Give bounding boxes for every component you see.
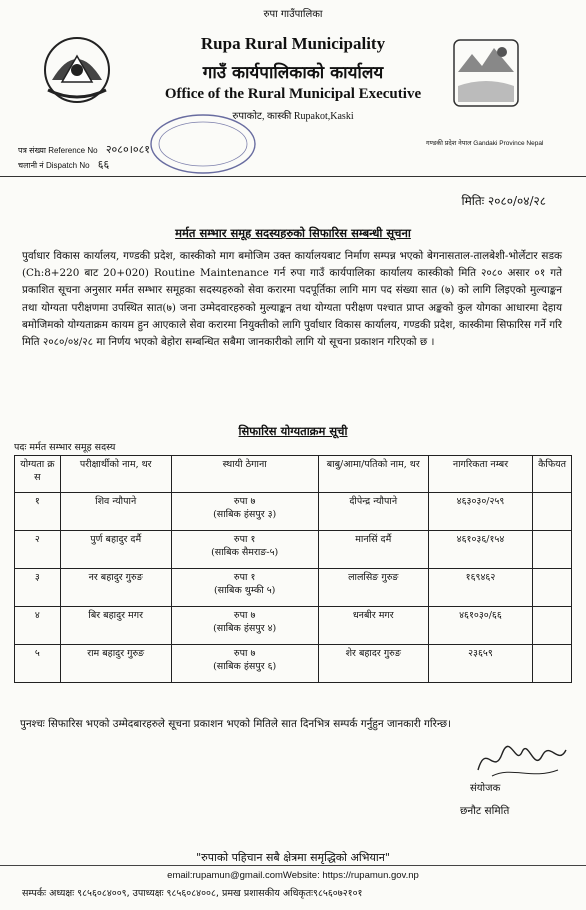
cell-remarks xyxy=(533,607,572,645)
province-label: गण्डकी प्रदेश नेपाल Gandaki Province Nepal xyxy=(426,140,544,147)
cell-citizenship: १६९४६२ xyxy=(428,569,532,607)
signatory-title: संयोजक xyxy=(470,783,501,794)
cell-rank: २ xyxy=(15,531,61,569)
cell-address xyxy=(171,645,318,683)
dispatch-label: चलानी नं Dispatch No xyxy=(18,161,90,170)
address-former: (साबिक हंसपुर ३) xyxy=(213,509,277,520)
cell-address xyxy=(171,531,318,569)
header-divider xyxy=(0,176,586,177)
office-stamp xyxy=(148,112,258,176)
table-row xyxy=(15,569,572,607)
table-row xyxy=(15,531,572,569)
cell-citizenship: ४६३०३०/२५९ xyxy=(428,493,532,531)
address-line: रुपा १ xyxy=(233,572,256,583)
office-name-np: गाउँ कार्यपालिकाको कार्यालय xyxy=(202,63,384,83)
cell-address xyxy=(171,493,318,531)
address-former: (साबिक हंसपुर ६) xyxy=(213,661,277,672)
cell-rank: ३ xyxy=(15,569,61,607)
committee-name: छनौट समिति xyxy=(460,805,510,817)
notice-body: पुर्वाधार विकास कार्यालय, गण्डकी प्रदेश, कास्कीको माग बमोजिम उक्त कार्यालयबाट निर्माण सम्पन्न भएको बेगनासताल-तालबेशी-भोर्लेटार सडक (Ch:8+220 बाट 20+020) Routine Maintenance गर्न रुपा गाउँ कार्यपालिका कार्यालय कास्कीको मिति २०८० असार ०१ गते प्रकाशित सूचना अनुसार मर्मत सम्भार समूहका सदस्यहरुको सेवा करारमा पदपूर्तिका लागि माग पद संख्या सात (७) को लागि लिइएको मुल्याङ्कन तथा योग्यता परीक्षणमा उपस्थित सात(७) जना उम्मेदवारहरुको मुल्याङ्कन तथा योग्यता परीक्षण पश्चात प्राप्त अङ्कको कुल योगका आधारमा देहाय बमोजिमको योग्यताक्रम कायम हुन आएकाले सेवा करारमा नियुक्तीको लागि पुर्वाधार विकास कार्यालय, गण्डकी प्रदेश, कास्कीमा सिफारिस गर्ने गरि मिति २०८०/०४/२८ मा निर्णय भएको बेहोरा सम्बन्धित सबैमा जानकारीको लागि यो सूचना प्रकाशन गरिएको छ । xyxy=(22,250,562,349)
header-top-line: रुपा गाउँपालिका xyxy=(263,9,323,20)
cell-address xyxy=(171,569,318,607)
office-address: रुपाकोट, कास्की Rupakot,Kaski xyxy=(232,111,354,122)
table-row xyxy=(15,607,572,645)
office-name-en: Office of the Rural Municipal Executive xyxy=(164,86,422,102)
cell-name: बिर बहादुर मगर xyxy=(60,607,171,645)
cell-remarks xyxy=(533,645,572,683)
address-line: रुपा ७ xyxy=(233,496,256,507)
cell-citizenship: ४६१०३६/१५४ xyxy=(428,531,532,569)
footer-email-website: email:rupamun@gmail.comWebsite: https://rupamun.gov.np xyxy=(167,870,419,881)
reference-value: २०८०।०८१ xyxy=(105,144,151,156)
cell-parent: मानसिं दर्मै xyxy=(318,531,428,569)
address-former: (साबिक सैमराङ-५) xyxy=(211,547,279,558)
table-row xyxy=(15,493,572,531)
cell-name: पुर्ण बहादुर दर्मै xyxy=(60,531,171,569)
cell-rank: ४ xyxy=(15,607,61,645)
col-header-citizenship: नागरिकता नम्बर xyxy=(428,456,532,493)
cell-parent: दीपेन्द्र न्यौपाने xyxy=(318,493,428,531)
address-line: रुपा ७ xyxy=(233,648,256,659)
dispatch-value: ६६ xyxy=(97,159,110,171)
cell-parent: शेर बहादर गुरुङ xyxy=(318,645,428,683)
address-line: रुपा १ xyxy=(233,534,256,545)
footer-slogan: "रुपाको पहिचान सबै क्षेत्रमा समृद्धिको अभियान" xyxy=(196,851,390,864)
cell-name: राम बहादुर गुरुङ xyxy=(60,645,171,683)
address-former: (साबिक हंसपुर ४) xyxy=(213,623,277,634)
handwritten-signature xyxy=(472,736,572,784)
recommendation-table xyxy=(14,455,572,683)
cell-parent: धनबीर मगर xyxy=(318,607,428,645)
col-header-remarks: कैफियत xyxy=(533,456,572,493)
notice-date: मितिः २०८०/०४/२८ xyxy=(461,194,546,208)
table-row xyxy=(15,645,572,683)
footer-contact: सम्पर्कः अध्यक्षः ९८५६०८४००९, उपाध्यक्षः ९८५६०८४००८, प्रमख प्रशासकीय अधिकृतः९८५६०७२१०१ xyxy=(22,888,363,899)
municipality-name-en: Rupa Rural Municipality xyxy=(200,34,386,53)
cell-remarks xyxy=(533,493,572,531)
table-header-row xyxy=(15,456,572,493)
reference-line xyxy=(18,142,150,157)
cell-remarks xyxy=(533,531,572,569)
cell-rank: ५ xyxy=(15,645,61,683)
post-label: पदः मर्मत सम्भार समूह सदस्य xyxy=(14,442,116,453)
recommendation-list-title: सिफारिस योग्यताक्रम सूची xyxy=(238,424,348,438)
col-header-name: परीक्षार्थीको नाम, थर xyxy=(60,456,171,493)
cell-citizenship: ४६१०३०/६६ xyxy=(428,607,532,645)
rupa-municipality-logo xyxy=(452,32,520,110)
postscript-note: पुनश्चः सिफारिस भएको उम्मेदबारहरुले सूचना प्रकाशन भएको मितिले सात दिनभित्र सम्पर्क गर्नुहुन जानकारी गरिन्छ। xyxy=(20,718,452,730)
notice-subject: मर्मत सम्भार समूह सदस्यहरुको सिफारिस सम्बन्धी सूचना xyxy=(175,226,411,240)
address-line: रुपा ७ xyxy=(233,610,256,621)
col-header-parent: बाबु/आमा/पतिको नाम, थर xyxy=(318,456,428,493)
cell-citizenship: २३६५९ xyxy=(428,645,532,683)
cell-address xyxy=(171,607,318,645)
reference-label: पत्र संख्या Reference No xyxy=(18,146,98,155)
dispatch-line xyxy=(18,157,109,172)
col-header-rank: योग्यता क्र स xyxy=(15,456,61,493)
nepal-emblem-logo xyxy=(38,30,116,108)
cell-name: शिव न्यौपाने xyxy=(60,493,171,531)
cell-rank: १ xyxy=(15,493,61,531)
cell-parent: लालसिङ गुरुङ xyxy=(318,569,428,607)
cell-name: नर बहादुर गुरुङ xyxy=(60,569,171,607)
footer-divider xyxy=(0,865,586,866)
cell-remarks xyxy=(533,569,572,607)
col-header-address: स्थायी ठेगाना xyxy=(171,456,318,493)
address-former: (साबिक थुम्की ५) xyxy=(213,585,276,596)
